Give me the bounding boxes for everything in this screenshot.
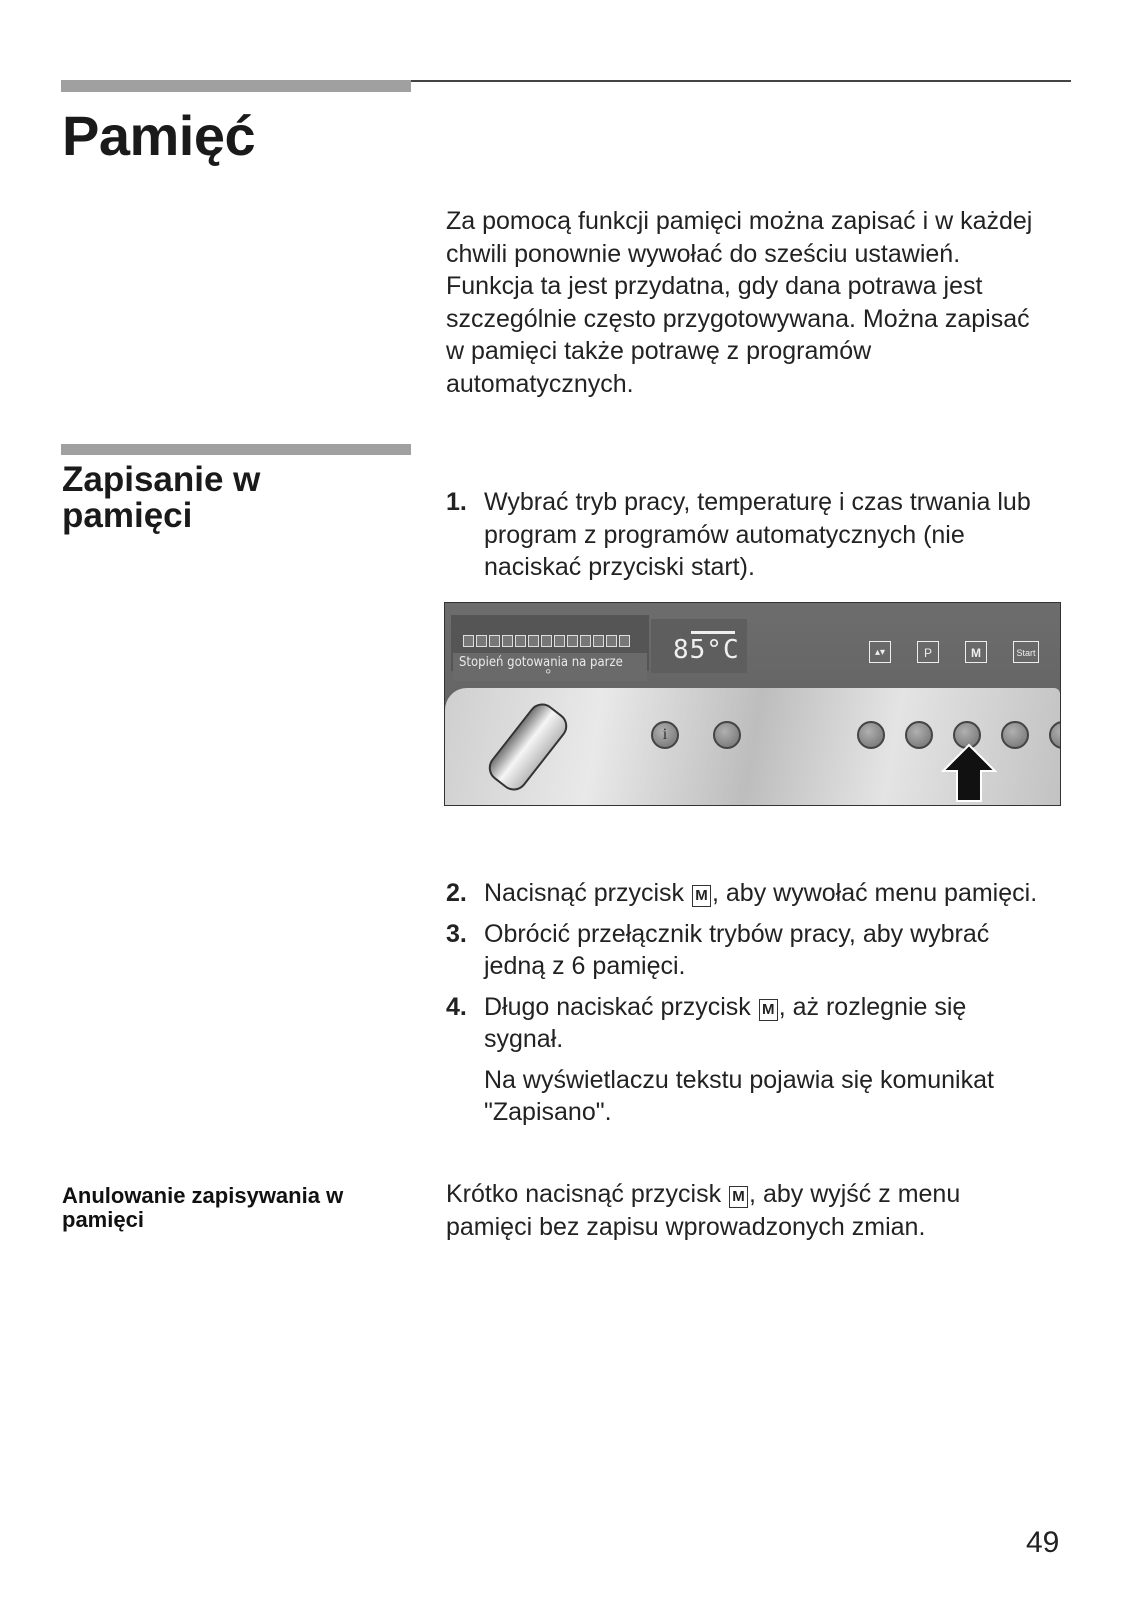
m-key[interactable]: M: [965, 641, 987, 663]
page-title: Pamięć: [62, 104, 256, 167]
step-1: [446, 486, 1046, 584]
steps-list-after: [446, 877, 1046, 1129]
title-rule-thin: [411, 80, 1071, 82]
mode-icon: [489, 635, 500, 647]
mode-icon: [619, 635, 630, 647]
knob-position-dot: °: [545, 667, 552, 684]
mode-icon: [502, 635, 513, 647]
m-key-icon: M: [759, 999, 778, 1021]
mode-icon: [463, 635, 474, 647]
mode-icons-row: [463, 635, 630, 647]
up-down-button[interactable]: [857, 721, 885, 749]
control-panel-illustration: [444, 602, 1061, 806]
start-button[interactable]: [1001, 721, 1029, 749]
display-label: Stopień gotowania na parze: [453, 653, 647, 681]
step-number: 1.: [446, 488, 467, 516]
step-text: Obrócić przełącznik trybów pracy, aby wybrać jedną z 6 pamięci.: [484, 919, 990, 980]
text-display: [451, 615, 649, 671]
step-number: 2.: [446, 879, 467, 907]
info-button[interactable]: [651, 721, 679, 749]
note-text: Na wyświetlaczu tekstu pojawia się komunikat "Zapisano".: [484, 1065, 994, 1126]
section-heading: Zapisanie w pamięci: [62, 460, 261, 535]
step-text-post: , aby wywołać menu pamięci.: [712, 879, 1038, 907]
mode-icon: [580, 635, 591, 647]
step-3: [446, 918, 1046, 983]
p-button[interactable]: [905, 721, 933, 749]
m-key-icon: M: [692, 885, 711, 907]
step-number: 3.: [446, 919, 467, 948]
step-4: [446, 991, 1046, 1056]
cancel-paragraph: [446, 1178, 1046, 1243]
mode-icon: [528, 635, 539, 647]
up-down-key[interactable]: ▴▾: [869, 641, 891, 663]
step-number: 4.: [446, 992, 467, 1021]
bars-icon: [691, 623, 735, 634]
mode-icon: [554, 635, 565, 647]
mode-icon: [541, 635, 552, 647]
step-text-pre: Długo naciskać przycisk: [484, 992, 758, 1021]
round-button[interactable]: [713, 721, 741, 749]
mode-icon: [606, 635, 617, 647]
m-key-icon: M: [729, 1186, 748, 1208]
step-text-post: , aż rozlegnie się sygnał.: [484, 992, 967, 1053]
temperature-display: [651, 619, 747, 673]
p-key[interactable]: P: [917, 641, 939, 663]
intro-paragraph: Za pomocą funkcji pamięci można zapisać i w każdej chwili ponownie wywołać do sześciu ustawień. Funkcja ta jest przydatna, gdy dana potrawa jest szczególnie często przygotowywana. Można zapisać w pamięci także potrawę z programów automatycznych.: [446, 207, 1033, 398]
start-key[interactable]: Start: [1013, 641, 1039, 663]
temperature-readout: 85°C: [673, 635, 740, 665]
mode-icon: [515, 635, 526, 647]
arrow-pointer-icon: [941, 743, 997, 803]
page-number: 49: [1026, 1526, 1060, 1559]
mode-icon: [567, 635, 578, 647]
cancel-label: Anulowanie zapisywania w pamięci: [62, 1183, 344, 1232]
cancel-text-pre: Krótko nacisnąć przycisk: [446, 1180, 729, 1208]
cancel-text-post: , aby wyjść z menu pamięci bez zapisu wprowadzonych zmian.: [446, 1180, 961, 1241]
step-2: [446, 877, 1046, 910]
step-note: [446, 1064, 1046, 1129]
steps-list-before: [446, 486, 1046, 584]
step-text-pre: Nacisnąć przycisk: [484, 879, 691, 907]
mode-icon: [476, 635, 487, 647]
info-symbol: i: [662, 726, 668, 743]
section-rule: [61, 444, 411, 455]
mode-icon: [593, 635, 604, 647]
step-text: Wybrać tryb pracy, temperaturę i czas trwania lub program z programów automatycznych (nie naciskać przyciski start).: [484, 488, 1031, 581]
title-rule-thick: [61, 80, 411, 92]
